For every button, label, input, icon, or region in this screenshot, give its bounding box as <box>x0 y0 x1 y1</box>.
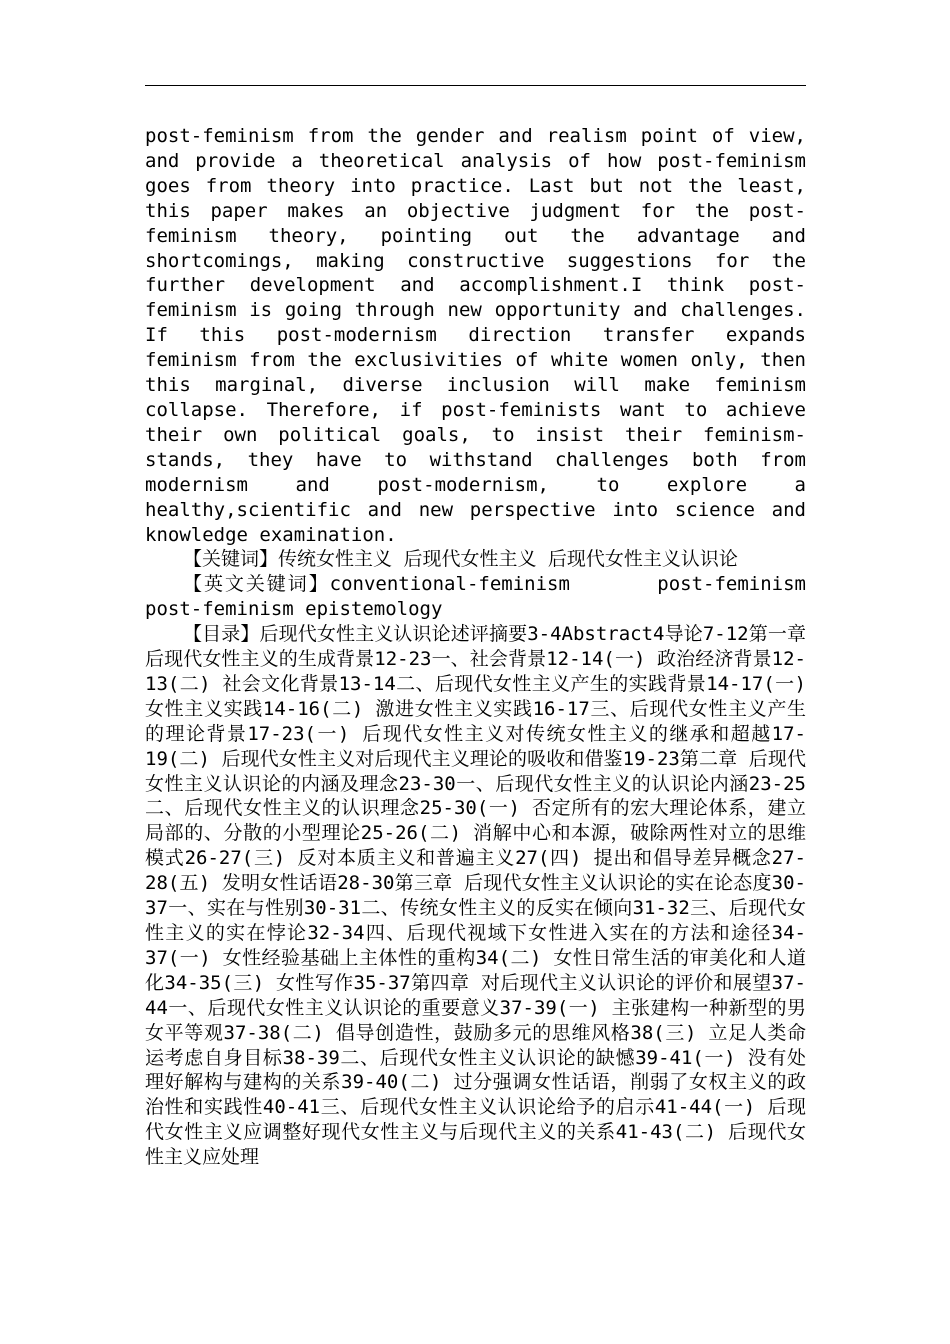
english-keyword-2: post-feminism <box>657 573 806 596</box>
toc-label: 【目录】 <box>183 623 260 646</box>
abstract-paragraph: post-feminism from the gender and realism point of view, and provide a theoretical analysis of how post-feminism goes from theory into practice. Last but not the least, this paper makes an objective judgment for the post-feminism theory, pointing out the advantage and shortcomings, making constructive suggestions for the further development and accomplishment.I think post-feminism is going through new opportunity and challenges. If this post-modernism direction transfer expands feminism from the exclusivities of white women only, then this marginal, diverse inclusion will make feminism collapse. Therefore, if post-feminists want to achieve their own political goals, to insist their feminism-stands, they have to withstand challenges both from modernism and post-modernism, to explore a healthy,scientific and new perspective into science and knowledge examination. <box>145 125 806 546</box>
page-body <box>145 124 806 1170</box>
english-keywords-paragraph <box>145 572 806 622</box>
english-keywords-label: 【英文关键词】 <box>183 573 330 596</box>
english-keyword-3: post-feminism epistemology <box>145 598 443 621</box>
keywords-paragraph <box>145 547 806 572</box>
english-keyword-1: conventional-feminism <box>329 573 570 596</box>
toc-paragraph <box>145 622 806 1170</box>
keywords-text: 传统女性主义 后现代女性主义 后现代女性主义认识论 <box>278 548 738 571</box>
keywords-label: 【关键词】 <box>183 548 279 571</box>
header-rule <box>145 85 806 86</box>
toc-text: 后现代女性主义认识论述评摘要3-4Abstract4导论7-12第一章 后现代女性主义的生成背景12-23一、社会背景12-14(一) 政治经济背景12-13(二) 社会文化背景13-14二、后现代女性主义产生的实践背景14-17(一) 女性主义实践14-16(二) 激进女性主义实践16-17三、后现代女性主义产生的理论背景17-23(一) 后现代女性主义对传统女性主义的继承和超越17-19(二) 后现代女性主义对后现代主义理论的吸收和借鉴19-23第二章 后现代女性主义认识论的内涵及理念23-30一、后现代女性主义的认识论内涵23-25二、后现代女性主义的认识理念25-30(一) 否定所有的宏大理论体系，建立局部的、分散的小型理论25-26(二) 消解中心和本源，破除两性对立的思维模式26-27(三) 反对本质主义和普遍主义27(四) 提出和倡导差异概念27-28(五) 发明女性话语28-30第三章 后现代女性主义认识论的实在论态度30-37一、实在与性别30-31二、传统女性主义的反实在倾向31-32三、后现代女性主义的实在悖论32-34四、后现代视域下女性进入实在的方法和途径34-37(一) 女性经验基础上主体性的重构34(二) 女性日常生活的审美化和人道化34-35(三) 女性写作35-37第四章 对后现代主义认识论的评价和展望37-44一、后现代女性主义认识论的重要意义37-39(一) 主张建构一种新型的男女平等观37-38(二) 倡导创造性，鼓励多元的思维风格38(三) 立足人类命运考虑自身目标38-39二、后现代女性主义认识论的缺憾39-41(一) 没有处理好解构与建构的关系39-40(二) 过分强调女性话语，削弱了女权主义的政治性和实践性40-41三、后现代女性主义认识论给予的启示41-44(一) 后现代女性主义应调整好现代女性主义与后现代主义的关系41-43(二) 后现代女性主义应处理 <box>145 623 806 1169</box>
